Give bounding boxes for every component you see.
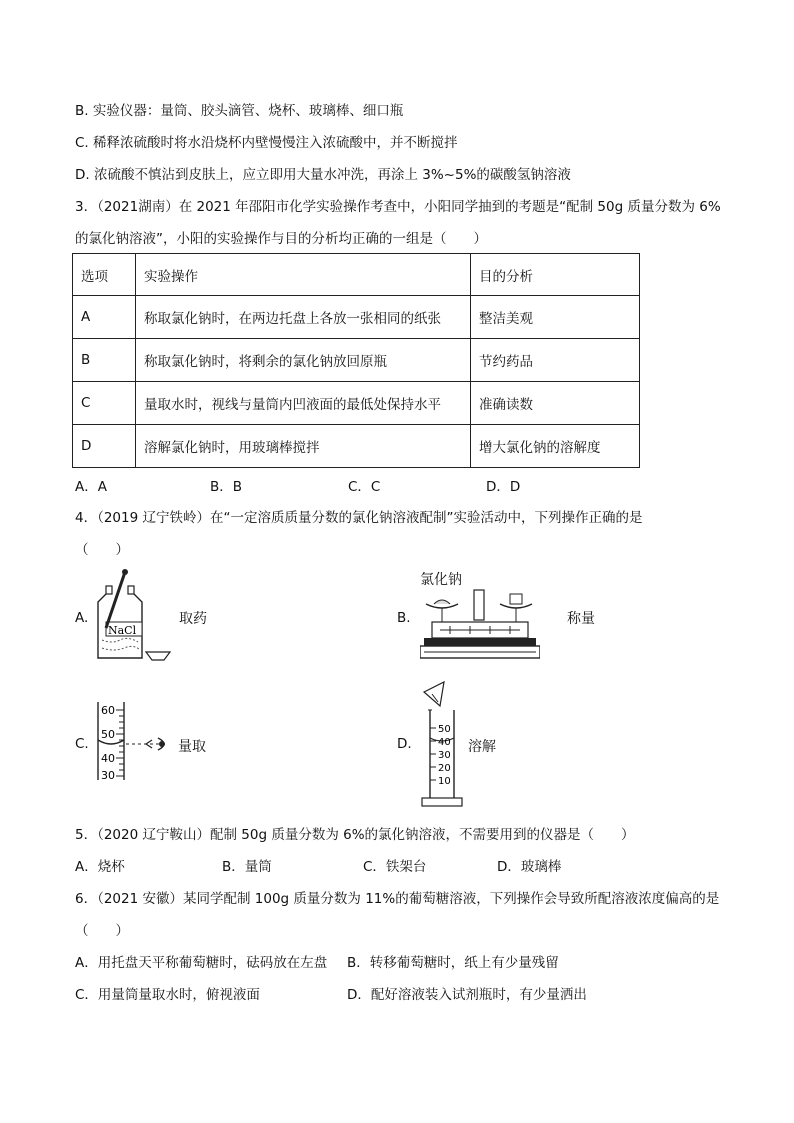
bottle-label: NaCl [108, 624, 137, 637]
tick-label: 50 [101, 728, 115, 741]
option-b-text: B. 实验仪器：量筒、胶头滴管、烧杯、玻璃棒、细口瓶 [75, 103, 404, 119]
q3-option-a: A．A [75, 479, 107, 495]
tick-label: 50 [438, 724, 451, 735]
q6-stem-line2: （ ） [75, 923, 129, 939]
reagent-bottle-figure [92, 568, 174, 664]
table-cell: 整洁美观 [471, 296, 640, 339]
table-cell: 称取氯化钠时，在两边托盘上各放一张相同的纸张 [136, 296, 471, 339]
cylinder-dissolve-figure [418, 680, 472, 810]
tick-label: 40 [101, 752, 115, 765]
tick-label: 30 [438, 750, 451, 761]
q6-option-d: D．配好溶液装入试剂瓶时，有少量洒出 [347, 987, 587, 1003]
fig-b-label: B. [397, 610, 411, 626]
tick-label: 20 [438, 763, 451, 774]
q3-table [72, 253, 640, 468]
table-cell: B [73, 339, 136, 382]
q3-option-d: D．D [486, 479, 521, 495]
q3-stem-line1: 3．（2021湖南）在 2021 年邵阳市化学实验操作考查中，小阳同学抽到的考题是“配制 50g 质量分数为 6% [75, 199, 721, 215]
table-cell: A [73, 296, 136, 339]
tick-label: 60 [101, 704, 115, 717]
table-header-cell: 选项 [73, 254, 136, 296]
table-row [73, 296, 640, 339]
q5-stem: 5．（2020 辽宁鞍山）配制 50g 质量分数为 6%的氯化钠溶液，不需要用到的仪器是（ ） [75, 827, 635, 843]
q6-option-c: C．用量筒量取水时，俯视液面 [75, 987, 260, 1003]
q6-stem-line1: 6．（2021 安徽）某同学配制 100g 质量分数为 11%的葡萄糖溶液，下列操作会导致所配溶液浓度偏高的是 [75, 891, 720, 907]
fig-a-caption: 取药 [179, 611, 207, 627]
fig-b-caption: 称量 [567, 611, 595, 627]
q5-option-b: B．量筒 [222, 859, 272, 875]
option-d-text: D. 浓硫酸不慎沾到皮肤上，应立即用大量水冲洗，再涂上 3%~5%的碳酸氢钠溶液 [75, 167, 571, 183]
table-header-row [73, 254, 640, 296]
table-cell: 称取氯化钠时，将剩余的氯化钠放回原瓶 [136, 339, 471, 382]
table-row [73, 339, 640, 382]
q6-option-b: B．转移葡萄糖时，纸上有少量残留 [347, 955, 559, 971]
q3-option-b: B．B [210, 479, 243, 495]
q4-stem-line1: 4．（2019 辽宁铁岭）在“一定溶质质量分数的氯化钠溶液配制”实验活动中，下列操作正确的是 [75, 510, 643, 526]
tick-label: 10 [438, 776, 451, 787]
table-cell: 准确读数 [471, 382, 640, 425]
q6-option-a: A．用托盘天平称葡萄糖时，砝码放在左盘 [75, 955, 328, 971]
fig-d-label: D. [397, 736, 412, 752]
q3-option-c: C．C [348, 479, 381, 495]
table-cell: 溶解氯化钠时，用玻璃棒搅拌 [136, 425, 471, 468]
fig-c-caption: 量取 [178, 739, 206, 755]
tick-label: 40 [438, 737, 451, 748]
q3-stem-line2: 的氯化钠溶液”，小阳的实验操作与目的分析均正确的一组是（ ） [75, 231, 487, 247]
table-cell: 节约药品 [471, 339, 640, 382]
table-header-cell: 目的分析 [471, 254, 640, 296]
option-c-text: C. 稀释浓硫酸时将水沿烧杯内壁慢慢注入浓硫酸中，并不断搅拌 [75, 135, 458, 151]
q5-option-d: D．玻璃棒 [497, 859, 562, 875]
table-cell: 增大氯化钠的溶解度 [471, 425, 640, 468]
table-header-cell: 实验操作 [136, 254, 471, 296]
table-cell: D [73, 425, 136, 468]
table-row [73, 382, 640, 425]
fig-a-label: A. [75, 610, 89, 626]
table-cell: 量取水时，视线与量筒内凹液面的最低处保持水平 [136, 382, 471, 425]
balance-figure [420, 586, 540, 662]
tick-label: 30 [101, 769, 115, 782]
fig-c-label: C. [75, 736, 89, 752]
table-row [73, 425, 640, 468]
balance-tag: 氯化钠 [420, 572, 462, 588]
q5-option-c: C．铁架台 [363, 859, 427, 875]
q5-option-a: A．烧杯 [75, 859, 125, 875]
table-cell: C [73, 382, 136, 425]
fig-d-caption: 溶解 [468, 739, 496, 755]
cylinder-reading-figure [94, 700, 180, 782]
q4-stem-line2: （ ） [75, 542, 129, 558]
